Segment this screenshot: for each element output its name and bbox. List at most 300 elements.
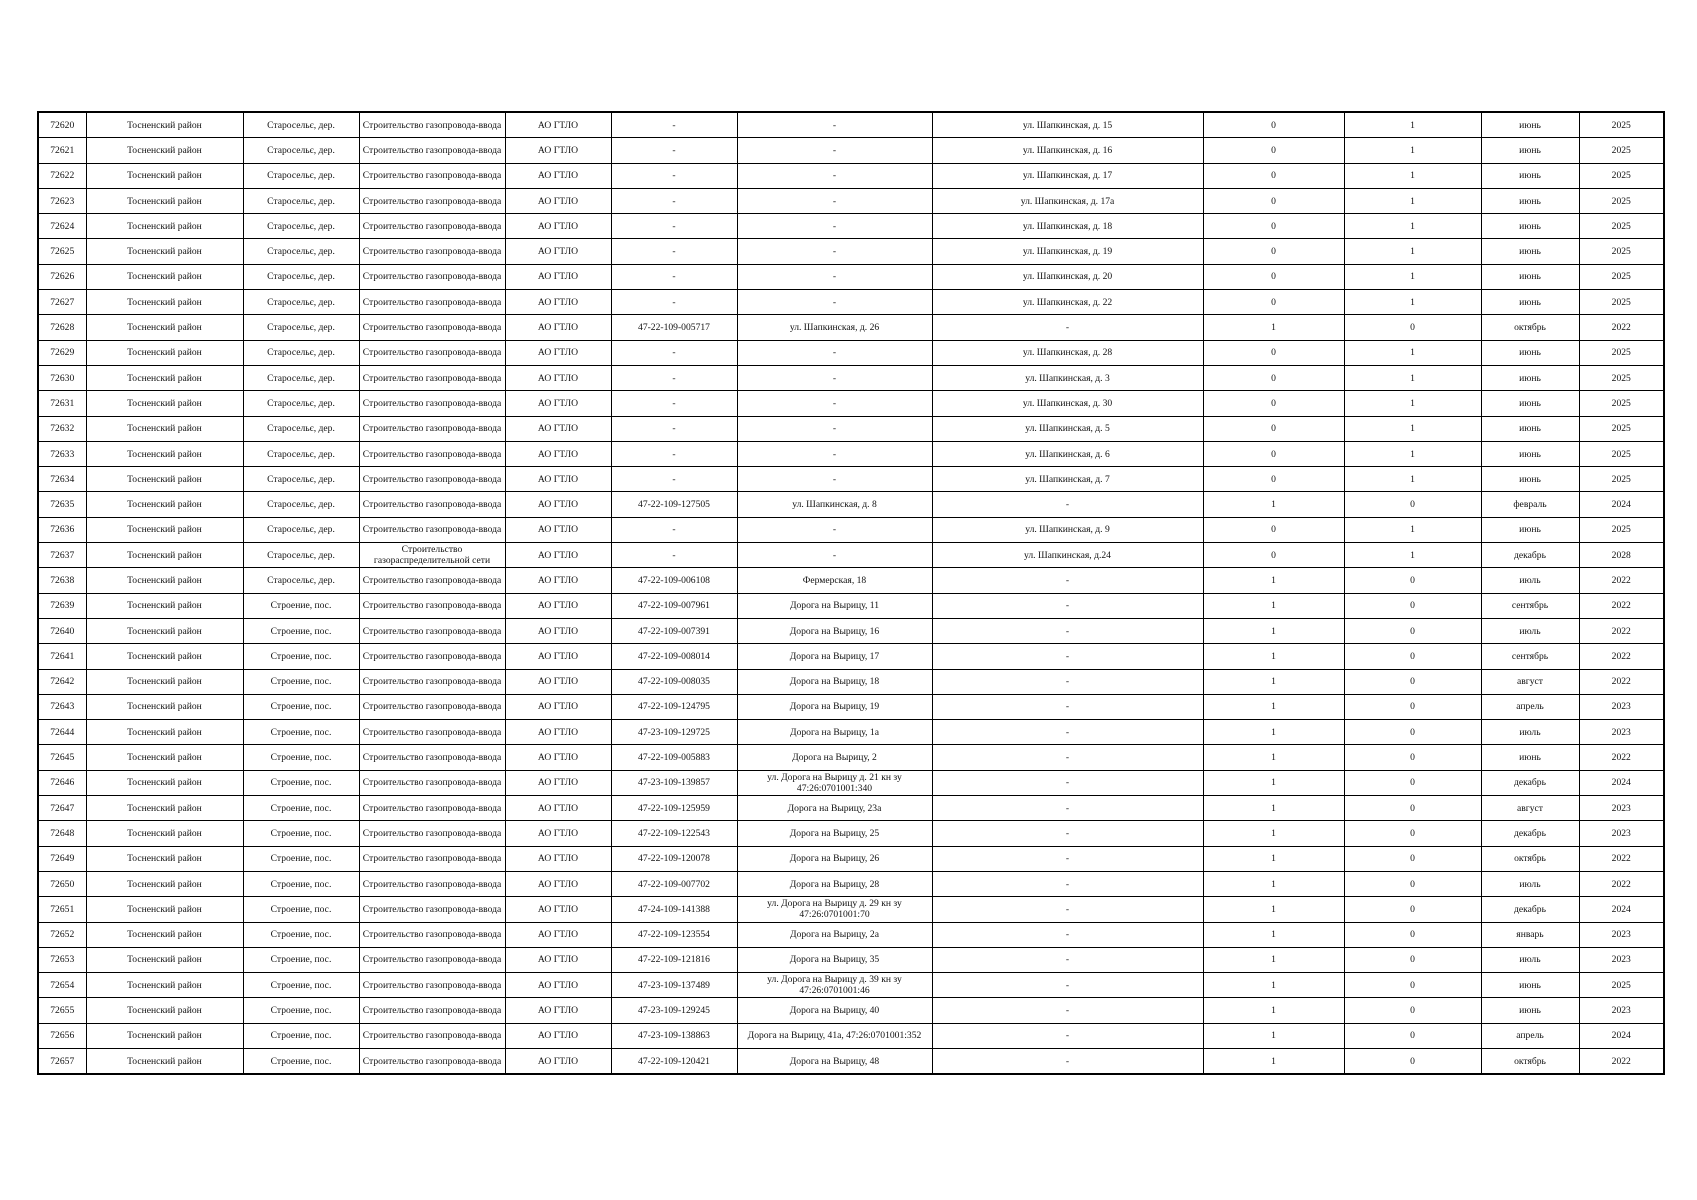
cell-address-planned: - <box>932 998 1203 1023</box>
cell-work-type: Строительство газопровода-ввода <box>359 188 505 213</box>
cell-col-b: 0 <box>1344 998 1481 1023</box>
table-row <box>38 492 1664 517</box>
cell-district: Тосненский район <box>86 239 243 264</box>
cell-organization: АО ГТЛО <box>505 467 611 492</box>
cell-id: 72654 <box>38 973 86 998</box>
cell-col-b: 1 <box>1344 290 1481 315</box>
cell-organization: АО ГТЛО <box>505 947 611 972</box>
cell-col-a: 1 <box>1203 1023 1344 1048</box>
cell-cadastral-number: - <box>611 467 737 492</box>
cell-address-planned: ул. Шапкинская, д. 5 <box>932 416 1203 441</box>
cell-col-b: 1 <box>1344 239 1481 264</box>
cell-district: Тосненский район <box>86 922 243 947</box>
cell-month: февраль <box>1481 492 1579 517</box>
cell-address: - <box>737 391 932 416</box>
cell-address-planned: - <box>932 846 1203 871</box>
cell-address: - <box>737 543 932 568</box>
cell-address: Дорога на Вырицу, 1а <box>737 720 932 745</box>
cell-col-a: 1 <box>1203 846 1344 871</box>
cell-id: 72627 <box>38 290 86 315</box>
cell-cadastral-number: 47-22-109-123554 <box>611 922 737 947</box>
cell-cadastral-number: 47-22-109-008014 <box>611 644 737 669</box>
cell-col-a: 0 <box>1203 467 1344 492</box>
table-body <box>38 112 1664 1074</box>
cell-locality: Старосельє, дер. <box>243 315 359 340</box>
cell-col-b: 1 <box>1344 138 1481 163</box>
cell-address: Дорога на Вырицу, 19 <box>737 694 932 719</box>
cell-year: 2023 <box>1579 720 1664 745</box>
cell-district: Тосненский район <box>86 947 243 972</box>
cell-month: июнь <box>1481 138 1579 163</box>
cell-locality: Старосельє, дер. <box>243 416 359 441</box>
cell-col-a: 0 <box>1203 441 1344 466</box>
cell-address-planned: ул. Шапкинская, д. 3 <box>932 365 1203 390</box>
cell-col-b: 0 <box>1344 1023 1481 1048</box>
cell-district: Тосненский район <box>86 846 243 871</box>
table-row <box>38 922 1664 947</box>
cell-col-a: 1 <box>1203 644 1344 669</box>
cell-address-planned: ул. Шапкинская, д. 7 <box>932 467 1203 492</box>
cell-month: сентябрь <box>1481 593 1579 618</box>
cell-col-a: 0 <box>1203 138 1344 163</box>
cell-col-b: 1 <box>1344 467 1481 492</box>
cell-organization: АО ГТЛО <box>505 138 611 163</box>
cell-address-planned: ул. Шапкинская, д. 22 <box>932 290 1203 315</box>
cell-cadastral-number: - <box>611 112 737 138</box>
table-row <box>38 290 1664 315</box>
cell-id: 72625 <box>38 239 86 264</box>
cell-district: Тосненский район <box>86 770 243 795</box>
cell-id: 72631 <box>38 391 86 416</box>
cell-locality: Строение, пос. <box>243 644 359 669</box>
cell-id: 72637 <box>38 543 86 568</box>
table-row <box>38 188 1664 213</box>
cell-cadastral-number: 47-22-109-007391 <box>611 618 737 643</box>
table-row <box>38 517 1664 542</box>
cell-organization: АО ГТЛО <box>505 543 611 568</box>
cell-id: 72644 <box>38 720 86 745</box>
cell-year: 2025 <box>1579 138 1664 163</box>
cell-col-b: 1 <box>1344 214 1481 239</box>
cell-month: август <box>1481 796 1579 821</box>
cell-cadastral-number: - <box>611 517 737 542</box>
cell-id: 72651 <box>38 897 86 922</box>
cell-locality: Старосельє, дер. <box>243 568 359 593</box>
cell-cadastral-number: 47-23-109-137489 <box>611 973 737 998</box>
cell-year: 2025 <box>1579 290 1664 315</box>
cell-district: Тосненский район <box>86 998 243 1023</box>
cell-address: Дорога на Вырицу, 2 <box>737 745 932 770</box>
cell-col-b: 0 <box>1344 669 1481 694</box>
cell-col-b: 1 <box>1344 112 1481 138</box>
cell-col-b: 0 <box>1344 694 1481 719</box>
cell-year: 2025 <box>1579 517 1664 542</box>
cell-locality: Старосельє, дер. <box>243 340 359 365</box>
table-row <box>38 618 1664 643</box>
cell-locality: Старосельє, дер. <box>243 492 359 517</box>
cell-address-planned: ул. Шапкинская, д. 20 <box>932 264 1203 289</box>
cell-district: Тосненский район <box>86 163 243 188</box>
cell-locality: Старосельє, дер. <box>243 163 359 188</box>
cell-address: - <box>737 264 932 289</box>
cell-address-planned: - <box>932 796 1203 821</box>
cell-id: 72648 <box>38 821 86 846</box>
cell-work-type: Строительство газопровода-ввода <box>359 998 505 1023</box>
cell-year: 2025 <box>1579 112 1664 138</box>
cell-id: 72635 <box>38 492 86 517</box>
cell-address-planned: - <box>932 568 1203 593</box>
cell-district: Тосненский район <box>86 188 243 213</box>
cell-work-type: Строительство газопровода-ввода <box>359 492 505 517</box>
cell-district: Тосненский район <box>86 315 243 340</box>
cell-id: 72642 <box>38 669 86 694</box>
cell-col-a: 0 <box>1203 543 1344 568</box>
cell-col-b: 0 <box>1344 973 1481 998</box>
cell-work-type: Строительство газопровода-ввода <box>359 973 505 998</box>
cell-address-planned: ул. Шапкинская, д. 19 <box>932 239 1203 264</box>
cell-col-b: 0 <box>1344 593 1481 618</box>
cell-col-a: 1 <box>1203 947 1344 972</box>
cell-month: июнь <box>1481 745 1579 770</box>
cell-address: - <box>737 188 932 213</box>
cell-address: Дорога на Вырицу, 25 <box>737 821 932 846</box>
cell-locality: Строение, пос. <box>243 593 359 618</box>
cell-organization: АО ГТЛО <box>505 922 611 947</box>
table-row <box>38 138 1664 163</box>
cell-month: июль <box>1481 871 1579 896</box>
cell-col-b: 0 <box>1344 1048 1481 1074</box>
cell-col-b: 0 <box>1344 568 1481 593</box>
cell-id: 72636 <box>38 517 86 542</box>
table-row <box>38 1048 1664 1074</box>
cell-locality: Старосельє, дер. <box>243 290 359 315</box>
cell-month: апрель <box>1481 694 1579 719</box>
table-row <box>38 543 1664 568</box>
cell-year: 2025 <box>1579 239 1664 264</box>
cell-year: 2023 <box>1579 821 1664 846</box>
cell-col-b: 0 <box>1344 745 1481 770</box>
cell-id: 72630 <box>38 365 86 390</box>
cell-year: 2025 <box>1579 441 1664 466</box>
table-row <box>38 947 1664 972</box>
cell-work-type: Строительство газопровода-ввода <box>359 163 505 188</box>
cell-cadastral-number: - <box>611 543 737 568</box>
cell-address: Дорога на Вырицу, 41а, 47:26:0701001:352 <box>737 1023 932 1048</box>
cell-address-planned: - <box>932 315 1203 340</box>
cell-id: 72643 <box>38 694 86 719</box>
cell-locality: Старосельє, дер. <box>243 112 359 138</box>
cell-work-type: Строительство газопровода-ввода <box>359 618 505 643</box>
cell-address-planned: ул. Шапкинская, д. 6 <box>932 441 1203 466</box>
cell-work-type: Строительство газопровода-ввода <box>359 441 505 466</box>
cell-cadastral-number: - <box>611 188 737 213</box>
cell-col-b: 0 <box>1344 947 1481 972</box>
cell-year: 2024 <box>1579 897 1664 922</box>
cell-address-planned: - <box>932 694 1203 719</box>
cell-work-type: Строительство газопровода-ввода <box>359 568 505 593</box>
table-row <box>38 669 1664 694</box>
cell-address: Дорога на Вырицу, 11 <box>737 593 932 618</box>
cell-district: Тосненский район <box>86 340 243 365</box>
cell-cadastral-number: 47-22-109-127505 <box>611 492 737 517</box>
cell-address: - <box>737 416 932 441</box>
cell-id: 72629 <box>38 340 86 365</box>
cell-work-type: Строительство газопровода-ввода <box>359 593 505 618</box>
cell-district: Тосненский район <box>86 1023 243 1048</box>
cell-year: 2024 <box>1579 770 1664 795</box>
cell-work-type: Строительство газопровода-ввода <box>359 947 505 972</box>
cell-id: 72621 <box>38 138 86 163</box>
cell-district: Тосненский район <box>86 593 243 618</box>
cell-year: 2023 <box>1579 694 1664 719</box>
cell-cadastral-number: 47-22-109-121816 <box>611 947 737 972</box>
cell-district: Тосненский район <box>86 821 243 846</box>
cell-col-b: 0 <box>1344 492 1481 517</box>
cell-month: июль <box>1481 568 1579 593</box>
table-row <box>38 694 1664 719</box>
cell-col-b: 0 <box>1344 871 1481 896</box>
cell-year: 2023 <box>1579 796 1664 821</box>
cell-district: Тосненский район <box>86 1048 243 1074</box>
cell-col-a: 0 <box>1203 517 1344 542</box>
table-row <box>38 441 1664 466</box>
cell-cadastral-number: 47-23-109-129725 <box>611 720 737 745</box>
cell-address-planned: ул. Шапкинская, д. 16 <box>932 138 1203 163</box>
cell-work-type: Строительство газопровода-ввода <box>359 922 505 947</box>
cell-work-type: Строительство газопровода-ввода <box>359 467 505 492</box>
cell-month: апрель <box>1481 1023 1579 1048</box>
cell-address: - <box>737 365 932 390</box>
cell-id: 72634 <box>38 467 86 492</box>
cell-id: 72655 <box>38 998 86 1023</box>
cell-district: Тосненский район <box>86 138 243 163</box>
cell-organization: АО ГТЛО <box>505 340 611 365</box>
cell-cadastral-number: 47-23-109-139857 <box>611 770 737 795</box>
cell-col-b: 1 <box>1344 264 1481 289</box>
cell-id: 72633 <box>38 441 86 466</box>
cell-address: - <box>737 441 932 466</box>
cell-month: июнь <box>1481 416 1579 441</box>
cell-cadastral-number: - <box>611 239 737 264</box>
cell-work-type: Строительство газопровода-ввода <box>359 796 505 821</box>
table-row <box>38 467 1664 492</box>
cell-locality: Строение, пос. <box>243 947 359 972</box>
cell-work-type: Строительство газопровода-ввода <box>359 214 505 239</box>
cell-cadastral-number: 47-22-109-124795 <box>611 694 737 719</box>
cell-id: 72656 <box>38 1023 86 1048</box>
cell-locality: Строение, пос. <box>243 846 359 871</box>
cell-work-type: Строительство газопровода-ввода <box>359 669 505 694</box>
cell-organization: АО ГТЛО <box>505 264 611 289</box>
cell-cadastral-number: 47-22-109-120078 <box>611 846 737 871</box>
cell-organization: АО ГТЛО <box>505 290 611 315</box>
cell-col-b: 1 <box>1344 391 1481 416</box>
cell-locality: Старосельє, дер. <box>243 543 359 568</box>
cell-col-a: 1 <box>1203 796 1344 821</box>
cell-month: июнь <box>1481 517 1579 542</box>
table-row <box>38 720 1664 745</box>
cell-cadastral-number: 47-22-109-005883 <box>611 745 737 770</box>
cell-col-b: 0 <box>1344 720 1481 745</box>
cell-locality: Строение, пос. <box>243 922 359 947</box>
cell-month: июнь <box>1481 391 1579 416</box>
cell-district: Тосненский район <box>86 543 243 568</box>
cell-month: декабрь <box>1481 897 1579 922</box>
cell-organization: АО ГТЛО <box>505 568 611 593</box>
cell-address: Дорога на Вырицу, 48 <box>737 1048 932 1074</box>
cell-district: Тосненский район <box>86 517 243 542</box>
cell-id: 72638 <box>38 568 86 593</box>
cell-id: 72623 <box>38 188 86 213</box>
table-row <box>38 973 1664 998</box>
table-row <box>38 568 1664 593</box>
cell-work-type: Строительство газопровода-ввода <box>359 821 505 846</box>
cell-address-planned: ул. Шапкинская, д. 15 <box>932 112 1203 138</box>
cell-address: Дорога на Вырицу, 17 <box>737 644 932 669</box>
cell-id: 72620 <box>38 112 86 138</box>
cell-organization: АО ГТЛО <box>505 593 611 618</box>
cell-organization: АО ГТЛО <box>505 871 611 896</box>
cell-address-planned: - <box>932 669 1203 694</box>
cell-address: ул. Дорога на Вырицу д. 21 кн зу 47:26:0701001:340 <box>737 770 932 795</box>
cell-id: 72622 <box>38 163 86 188</box>
cell-month: июнь <box>1481 290 1579 315</box>
cell-address-planned: - <box>932 871 1203 896</box>
table-row <box>38 644 1664 669</box>
table-row <box>38 796 1664 821</box>
cell-address: Дорога на Вырицу, 40 <box>737 998 932 1023</box>
cell-work-type: Строительство газопровода-ввода <box>359 239 505 264</box>
cell-col-b: 1 <box>1344 163 1481 188</box>
cell-col-a: 1 <box>1203 998 1344 1023</box>
cell-address: - <box>737 467 932 492</box>
cell-id: 72640 <box>38 618 86 643</box>
cell-year: 2023 <box>1579 998 1664 1023</box>
cell-id: 72650 <box>38 871 86 896</box>
cell-address: Дорога на Вырицу, 18 <box>737 669 932 694</box>
table-row <box>38 871 1664 896</box>
cell-year: 2022 <box>1579 568 1664 593</box>
cell-work-type: Строительство газопровода-ввода <box>359 365 505 390</box>
cell-locality: Строение, пос. <box>243 871 359 896</box>
cell-col-b: 1 <box>1344 416 1481 441</box>
cell-locality: Строение, пос. <box>243 821 359 846</box>
cell-work-type: Строительство газопровода-ввода <box>359 112 505 138</box>
cell-address-planned: - <box>932 1048 1203 1074</box>
cell-cadastral-number: 47-22-109-006108 <box>611 568 737 593</box>
cell-address: Дорога на Вырицу, 23а <box>737 796 932 821</box>
cell-year: 2025 <box>1579 391 1664 416</box>
cell-district: Тосненский район <box>86 112 243 138</box>
cell-work-type: Строительство газопровода-ввода <box>359 416 505 441</box>
cell-cadastral-number: - <box>611 264 737 289</box>
cell-address: ул. Шапкинская, д. 26 <box>737 315 932 340</box>
cell-month: июнь <box>1481 441 1579 466</box>
cell-col-a: 0 <box>1203 188 1344 213</box>
cell-work-type: Строительство газопровода-ввода <box>359 340 505 365</box>
cell-year: 2025 <box>1579 973 1664 998</box>
cell-organization: АО ГТЛО <box>505 214 611 239</box>
cell-col-a: 0 <box>1203 163 1344 188</box>
cell-address-planned: ул. Шапкинская, д. 18 <box>932 214 1203 239</box>
cell-work-type: Строительство газопровода-ввода <box>359 720 505 745</box>
cell-district: Тосненский район <box>86 568 243 593</box>
cell-address: - <box>737 290 932 315</box>
cell-id: 72645 <box>38 745 86 770</box>
cell-organization: АО ГТЛО <box>505 720 611 745</box>
cell-col-b: 1 <box>1344 365 1481 390</box>
cell-work-type: Строительство газопровода-ввода <box>359 846 505 871</box>
cell-cadastral-number: - <box>611 138 737 163</box>
cell-address-planned: - <box>932 720 1203 745</box>
cell-month: июнь <box>1481 365 1579 390</box>
cell-address: - <box>737 163 932 188</box>
cell-year: 2022 <box>1579 618 1664 643</box>
cell-id: 72652 <box>38 922 86 947</box>
cell-cadastral-number: 47-22-109-120421 <box>611 1048 737 1074</box>
cell-district: Тосненский район <box>86 618 243 643</box>
cell-locality: Строение, пос. <box>243 618 359 643</box>
data-table <box>37 111 1665 1075</box>
cell-year: 2023 <box>1579 947 1664 972</box>
cell-organization: АО ГТЛО <box>505 163 611 188</box>
cell-organization: АО ГТЛО <box>505 644 611 669</box>
cell-col-a: 1 <box>1203 897 1344 922</box>
cell-id: 72628 <box>38 315 86 340</box>
cell-district: Тосненский район <box>86 745 243 770</box>
cell-cadastral-number: - <box>611 365 737 390</box>
cell-id: 72647 <box>38 796 86 821</box>
cell-month: сентябрь <box>1481 644 1579 669</box>
cell-locality: Строение, пос. <box>243 745 359 770</box>
cell-cadastral-number: - <box>611 340 737 365</box>
cell-work-type: Строительство газопровода-ввода <box>359 264 505 289</box>
cell-address: - <box>737 340 932 365</box>
cell-organization: АО ГТЛО <box>505 897 611 922</box>
cell-locality: Строение, пос. <box>243 998 359 1023</box>
document-page <box>37 111 1663 1075</box>
cell-district: Тосненский район <box>86 897 243 922</box>
cell-locality: Строение, пос. <box>243 694 359 719</box>
cell-address-planned: ул. Шапкинская, д. 17а <box>932 188 1203 213</box>
cell-address-planned: - <box>932 897 1203 922</box>
cell-cadastral-number: - <box>611 391 737 416</box>
cell-month: июнь <box>1481 163 1579 188</box>
cell-organization: АО ГТЛО <box>505 1048 611 1074</box>
cell-district: Тосненский район <box>86 264 243 289</box>
cell-work-type: Строительство газопровода-ввода <box>359 391 505 416</box>
cell-locality: Строение, пос. <box>243 770 359 795</box>
cell-address: ул. Дорога на Вырицу д. 39 кн зу 47:26:0701001:46 <box>737 973 932 998</box>
cell-address-planned: ул. Шапкинская, д. 9 <box>932 517 1203 542</box>
cell-col-b: 1 <box>1344 543 1481 568</box>
cell-col-a: 0 <box>1203 391 1344 416</box>
cell-col-b: 0 <box>1344 315 1481 340</box>
cell-year: 2022 <box>1579 669 1664 694</box>
cell-organization: АО ГТЛО <box>505 745 611 770</box>
cell-id: 72657 <box>38 1048 86 1074</box>
cell-organization: АО ГТЛО <box>505 416 611 441</box>
cell-address-planned: - <box>932 947 1203 972</box>
cell-year: 2024 <box>1579 492 1664 517</box>
cell-month: декабрь <box>1481 770 1579 795</box>
cell-col-b: 0 <box>1344 897 1481 922</box>
cell-locality: Старосельє, дер. <box>243 441 359 466</box>
cell-district: Тосненский район <box>86 694 243 719</box>
cell-organization: АО ГТЛО <box>505 112 611 138</box>
cell-col-a: 1 <box>1203 770 1344 795</box>
cell-col-b: 0 <box>1344 770 1481 795</box>
